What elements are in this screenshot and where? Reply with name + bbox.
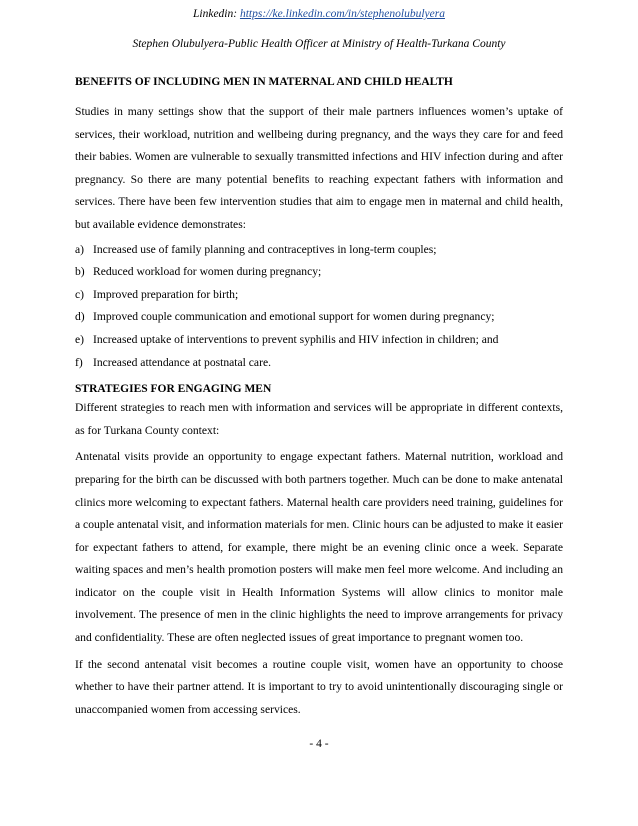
list-item-text: Increased uptake of interventions to prevent syphilis and HIV infection in children; and — [93, 332, 499, 346]
list-item — [75, 284, 563, 307]
second-visit-paragraph: If the second antenatal visit becomes a routine couple visit, women have an opportunity to choose whether to have their partner attend. It is important to try to avoid unintentionally discouraging single or unaccompanied women from accessing services. — [75, 657, 563, 716]
benefits-list — [75, 239, 563, 375]
page-number: - 4 - — [309, 738, 329, 750]
list-item-label: f) — [75, 355, 83, 369]
header-linkedin-line — [0, 8, 638, 20]
list-item-text: Increased attendance at postnatal care. — [93, 355, 271, 369]
list-item-text: Improved couple communication and emotional support for women during pregnancy; — [93, 310, 495, 324]
list-item-label: c) — [75, 287, 85, 301]
linkedin-label: Linkedin: — [193, 8, 240, 20]
list-item — [75, 239, 563, 262]
list-item-text: Improved preparation for birth; — [93, 287, 239, 301]
list-item-label: e) — [75, 332, 85, 346]
list-item — [75, 352, 563, 375]
list-item-text: Reduced workload for women during pregnancy; — [93, 265, 322, 279]
list-item — [75, 261, 563, 284]
list-item-text: Increased use of family planning and contraceptives in long-term couples; — [93, 242, 437, 256]
header-author-line: Stephen Olubulyera-Public Health Officer at Ministry of Health-Turkana County — [132, 38, 506, 50]
list-item-label: b) — [75, 265, 85, 279]
section-heading-benefits: BENEFITS OF INCLUDING MEN IN MATERNAL AND CHILD HEALTH — [75, 76, 453, 88]
page-content — [75, 74, 563, 721]
antenatal-paragraph: Antenatal visits provide an opportunity to engage expectant fathers. Maternal nutrition, workload and preparing for the birth can be discussed with both partners together. Much can be done to make antenatal clinics more welcoming to expectant fathers. Maternal health care providers need training, guidelines for a couple antenatal visit, and information materials for men. Clinic hours can be adjusted to make it easier for expectant fathers to attend, for example, there might be an evening clinic once a week. Separate waiting spaces and men’s health promotion posters will make men feel more welcome. And including an indicator on the couple visit in Health Information Systems will allow clinics to monitor male involvement. The presence of men in the clinic highlights the need to improve arrangements for privacy and confidentiality. These are often neglected issues of great importance to pregnant women too. — [75, 450, 563, 645]
section-heading-strategies: STRATEGIES FOR ENGAGING MEN — [75, 383, 272, 396]
strategies-intro-paragraph: Different strategies to reach men with information and services will be appropriate in different contexts, as for Turkana County context: — [75, 401, 563, 437]
benefits-paragraph: Studies in many settings show that the support of their male partners influences women’s uptake of services, their workload, nutrition and wellbeing during pregnancy, and the ways they care for and feed their babies. Women are vulnerable to sexually transmitted infections and HIV infection during and after pregnancy. So there are many potential benefits to reaching expectant fathers with information and services. There have been few intervention studies that aim to engage men in maternal and child health, but available evidence demonstrates: — [75, 105, 563, 231]
list-item — [75, 329, 563, 352]
list-item-label: d) — [75, 310, 85, 324]
list-item — [75, 306, 563, 329]
list-item-label: a) — [75, 242, 85, 256]
linkedin-link[interactable]: https://ke.linkedin.com/in/stephenolubulyera — [239, 8, 445, 20]
